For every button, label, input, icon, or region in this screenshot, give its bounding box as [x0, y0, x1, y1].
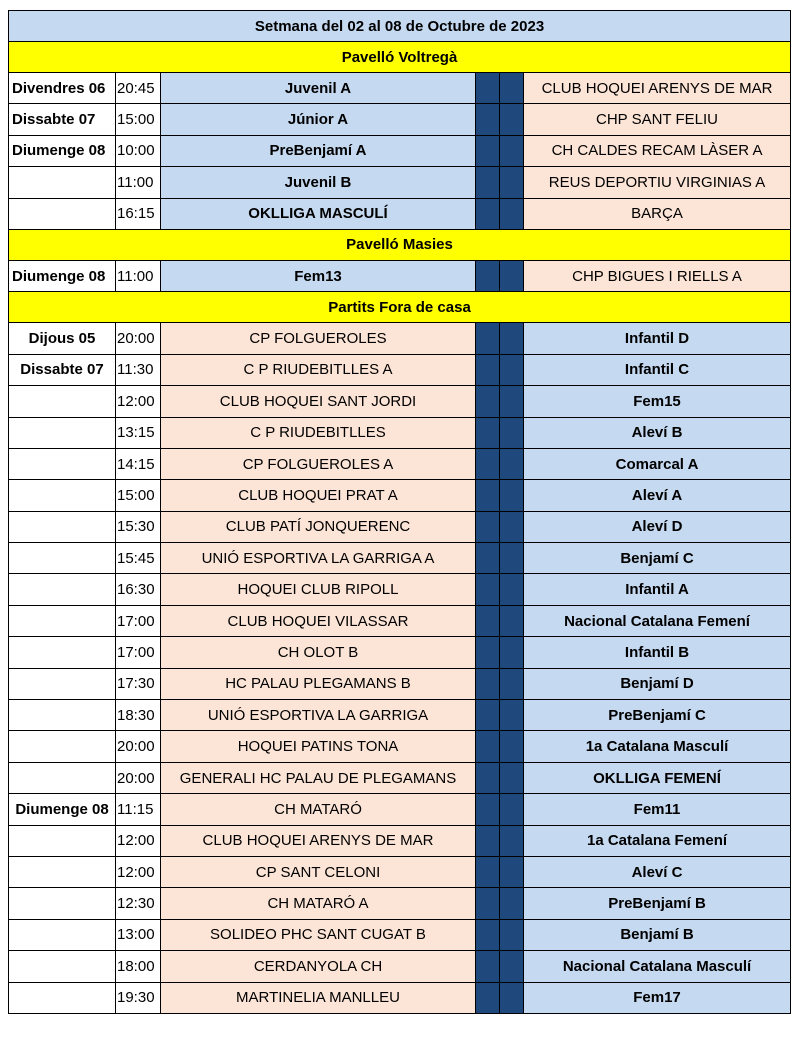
section-header-row [9, 292, 791, 323]
schedule-sheet [8, 10, 790, 1014]
match-row [9, 574, 791, 605]
match-row [9, 668, 791, 699]
away-score-cell [500, 794, 524, 825]
opponent-team: CLUB HOQUEI SANT JORDI [161, 386, 476, 417]
opponent-team: UNIÓ ESPORTIVA LA GARRIGA [161, 700, 476, 731]
match-time: 15:00 [116, 480, 161, 511]
our-team: Aleví C [524, 856, 791, 887]
home-score-cell [476, 323, 500, 354]
match-time: 12:00 [116, 825, 161, 856]
opponent-team: HOQUEI CLUB RIPOLL [161, 574, 476, 605]
match-time: 20:00 [116, 731, 161, 762]
our-team: Fem13 [161, 260, 476, 291]
match-row [9, 888, 791, 919]
opponent-team: CP FOLGUEROLES A [161, 448, 476, 479]
opponent-team: BARÇA [524, 198, 791, 229]
our-team: 1a Catalana Femení [524, 825, 791, 856]
match-time: 16:30 [116, 574, 161, 605]
match-time: 11:00 [116, 167, 161, 198]
match-day [9, 574, 116, 605]
match-day [9, 448, 116, 479]
opponent-team: CHP BIGUES I RIELLS A [524, 260, 791, 291]
match-row [9, 73, 791, 104]
match-time: 11:30 [116, 354, 161, 385]
home-score-cell [476, 762, 500, 793]
home-score-cell [476, 104, 500, 135]
opponent-team: MARTINELIA MANLLEU [161, 982, 476, 1013]
away-score-cell [500, 104, 524, 135]
our-team: Fem15 [524, 386, 791, 417]
schedule-body [9, 11, 791, 1014]
opponent-team: REUS DEPORTIU VIRGINIAS A [524, 167, 791, 198]
away-score-cell [500, 417, 524, 448]
our-team: Nacional Catalana Femení [524, 605, 791, 636]
our-team: OKLLIGA FEMENÍ [524, 762, 791, 793]
match-row [9, 448, 791, 479]
our-team: Infantil C [524, 354, 791, 385]
away-score-cell [500, 982, 524, 1013]
opponent-team: C P RIUDEBITLLES A [161, 354, 476, 385]
home-score-cell [476, 511, 500, 542]
away-score-cell [500, 73, 524, 104]
match-row [9, 543, 791, 574]
opponent-team: CP FOLGUEROLES [161, 323, 476, 354]
away-score-cell [500, 637, 524, 668]
our-team: Fem11 [524, 794, 791, 825]
away-score-cell [500, 605, 524, 636]
match-time: 13:15 [116, 417, 161, 448]
home-score-cell [476, 794, 500, 825]
match-time: 15:45 [116, 543, 161, 574]
match-day [9, 480, 116, 511]
opponent-team: GENERALI HC PALAU DE PLEGAMANS [161, 762, 476, 793]
our-team: Júnior A [161, 104, 476, 135]
match-day [9, 543, 116, 574]
away-score-cell [500, 323, 524, 354]
opponent-team: HC PALAU PLEGAMANS B [161, 668, 476, 699]
match-time: 11:00 [116, 260, 161, 291]
our-team: PreBenjamí A [161, 135, 476, 166]
our-team: 1a Catalana Masculí [524, 731, 791, 762]
our-team: PreBenjamí C [524, 700, 791, 731]
match-time: 12:30 [116, 888, 161, 919]
match-day [9, 888, 116, 919]
section-title: Pavelló Voltregà [9, 42, 791, 73]
opponent-team: SOLIDEO PHC SANT CUGAT B [161, 919, 476, 950]
match-row [9, 982, 791, 1013]
away-score-cell [500, 856, 524, 887]
section-title: Pavelló Masies [9, 229, 791, 260]
home-score-cell [476, 637, 500, 668]
home-score-cell [476, 574, 500, 605]
our-team: Fem17 [524, 982, 791, 1013]
match-day [9, 386, 116, 417]
home-score-cell [476, 260, 500, 291]
match-time: 17:00 [116, 637, 161, 668]
match-day [9, 919, 116, 950]
match-day [9, 856, 116, 887]
our-team: Infantil A [524, 574, 791, 605]
home-score-cell [476, 888, 500, 919]
away-score-cell [500, 260, 524, 291]
match-day [9, 417, 116, 448]
home-score-cell [476, 982, 500, 1013]
home-score-cell [476, 354, 500, 385]
opponent-team: C P RIUDEBITLLES [161, 417, 476, 448]
away-score-cell [500, 574, 524, 605]
away-score-cell [500, 167, 524, 198]
match-day [9, 605, 116, 636]
match-row [9, 323, 791, 354]
opponent-team: CH MATARÓ [161, 794, 476, 825]
home-score-cell [476, 135, 500, 166]
match-day [9, 198, 116, 229]
our-team: Juvenil B [161, 167, 476, 198]
away-score-cell [500, 448, 524, 479]
home-score-cell [476, 825, 500, 856]
match-day [9, 167, 116, 198]
home-score-cell [476, 480, 500, 511]
home-score-cell [476, 700, 500, 731]
section-title: Partits Fora de casa [9, 292, 791, 323]
match-row [9, 354, 791, 385]
match-time: 13:00 [116, 919, 161, 950]
match-day: Dijous 05 [9, 323, 116, 354]
our-team: Infantil D [524, 323, 791, 354]
opponent-team: CLUB HOQUEI ARENYS DE MAR [524, 73, 791, 104]
opponent-team: CLUB HOQUEI ARENYS DE MAR [161, 825, 476, 856]
match-day [9, 731, 116, 762]
away-score-cell [500, 543, 524, 574]
match-row [9, 417, 791, 448]
our-team: PreBenjamí B [524, 888, 791, 919]
home-score-cell [476, 856, 500, 887]
match-row [9, 167, 791, 198]
match-time: 17:00 [116, 605, 161, 636]
match-time: 18:00 [116, 951, 161, 982]
away-score-cell [500, 951, 524, 982]
home-score-cell [476, 448, 500, 479]
match-row [9, 637, 791, 668]
match-time: 17:30 [116, 668, 161, 699]
match-time: 20:00 [116, 323, 161, 354]
away-score-cell [500, 386, 524, 417]
home-score-cell [476, 198, 500, 229]
match-time: 12:00 [116, 386, 161, 417]
schedule-title: Setmana del 02 al 08 de Octubre de 2023 [9, 11, 791, 42]
home-score-cell [476, 73, 500, 104]
away-score-cell [500, 825, 524, 856]
match-row [9, 511, 791, 542]
home-score-cell [476, 668, 500, 699]
schedule-table [8, 10, 791, 1014]
opponent-team: CLUB PATÍ JONQUERENC [161, 511, 476, 542]
match-day [9, 825, 116, 856]
away-score-cell [500, 198, 524, 229]
match-day [9, 982, 116, 1013]
match-row [9, 919, 791, 950]
opponent-team: CH CALDES RECAM LÀSER A [524, 135, 791, 166]
away-score-cell [500, 919, 524, 950]
opponent-team: CERDANYOLA CH [161, 951, 476, 982]
away-score-cell [500, 731, 524, 762]
home-score-cell [476, 731, 500, 762]
our-team: Benjamí B [524, 919, 791, 950]
match-row [9, 825, 791, 856]
title-row [9, 11, 791, 42]
match-day: Diumenge 08 [9, 794, 116, 825]
our-team: Infantil B [524, 637, 791, 668]
section-header-row [9, 42, 791, 73]
match-time: 15:00 [116, 104, 161, 135]
match-day [9, 637, 116, 668]
match-day [9, 511, 116, 542]
match-row [9, 731, 791, 762]
opponent-team: CHP SANT FELIU [524, 104, 791, 135]
match-time: 11:15 [116, 794, 161, 825]
match-time: 10:00 [116, 135, 161, 166]
match-row [9, 605, 791, 636]
match-row [9, 480, 791, 511]
match-time: 20:45 [116, 73, 161, 104]
home-score-cell [476, 605, 500, 636]
our-team: OKLLIGA MASCULÍ [161, 198, 476, 229]
home-score-cell [476, 386, 500, 417]
opponent-team: CH MATARÓ A [161, 888, 476, 919]
match-time: 18:30 [116, 700, 161, 731]
our-team: Benjamí C [524, 543, 791, 574]
home-score-cell [476, 919, 500, 950]
match-row [9, 794, 791, 825]
match-time: 16:15 [116, 198, 161, 229]
match-row [9, 951, 791, 982]
our-team: Juvenil A [161, 73, 476, 104]
away-score-cell [500, 480, 524, 511]
match-day: Diumenge 08 [9, 260, 116, 291]
section-header-row [9, 229, 791, 260]
our-team: Nacional Catalana Masculí [524, 951, 791, 982]
opponent-team: CLUB HOQUEI PRAT A [161, 480, 476, 511]
our-team: Benjamí D [524, 668, 791, 699]
away-score-cell [500, 762, 524, 793]
match-row [9, 135, 791, 166]
match-day: Dissabte 07 [9, 104, 116, 135]
away-score-cell [500, 354, 524, 385]
home-score-cell [476, 167, 500, 198]
match-day [9, 951, 116, 982]
away-score-cell [500, 511, 524, 542]
match-row [9, 260, 791, 291]
our-team: Comarcal A [524, 448, 791, 479]
match-row [9, 762, 791, 793]
match-day: Divendres 06 [9, 73, 116, 104]
match-time: 20:00 [116, 762, 161, 793]
match-row [9, 386, 791, 417]
match-time: 12:00 [116, 856, 161, 887]
match-time: 19:30 [116, 982, 161, 1013]
away-score-cell [500, 888, 524, 919]
opponent-team: CH OLOT B [161, 637, 476, 668]
match-row [9, 700, 791, 731]
our-team: Aleví D [524, 511, 791, 542]
match-time: 14:15 [116, 448, 161, 479]
our-team: Aleví B [524, 417, 791, 448]
home-score-cell [476, 417, 500, 448]
our-team: Aleví A [524, 480, 791, 511]
away-score-cell [500, 700, 524, 731]
away-score-cell [500, 668, 524, 699]
opponent-team: HOQUEI PATINS TONA [161, 731, 476, 762]
match-day [9, 668, 116, 699]
match-time: 15:30 [116, 511, 161, 542]
match-row [9, 856, 791, 887]
opponent-team: UNIÓ ESPORTIVA LA GARRIGA A [161, 543, 476, 574]
home-score-cell [476, 543, 500, 574]
match-row [9, 104, 791, 135]
away-score-cell [500, 135, 524, 166]
home-score-cell [476, 951, 500, 982]
opponent-team: CLUB HOQUEI VILASSAR [161, 605, 476, 636]
match-day [9, 700, 116, 731]
match-day: Diumenge 08 [9, 135, 116, 166]
match-day: Dissabte 07 [9, 354, 116, 385]
match-row [9, 198, 791, 229]
match-day [9, 762, 116, 793]
opponent-team: CP SANT CELONI [161, 856, 476, 887]
